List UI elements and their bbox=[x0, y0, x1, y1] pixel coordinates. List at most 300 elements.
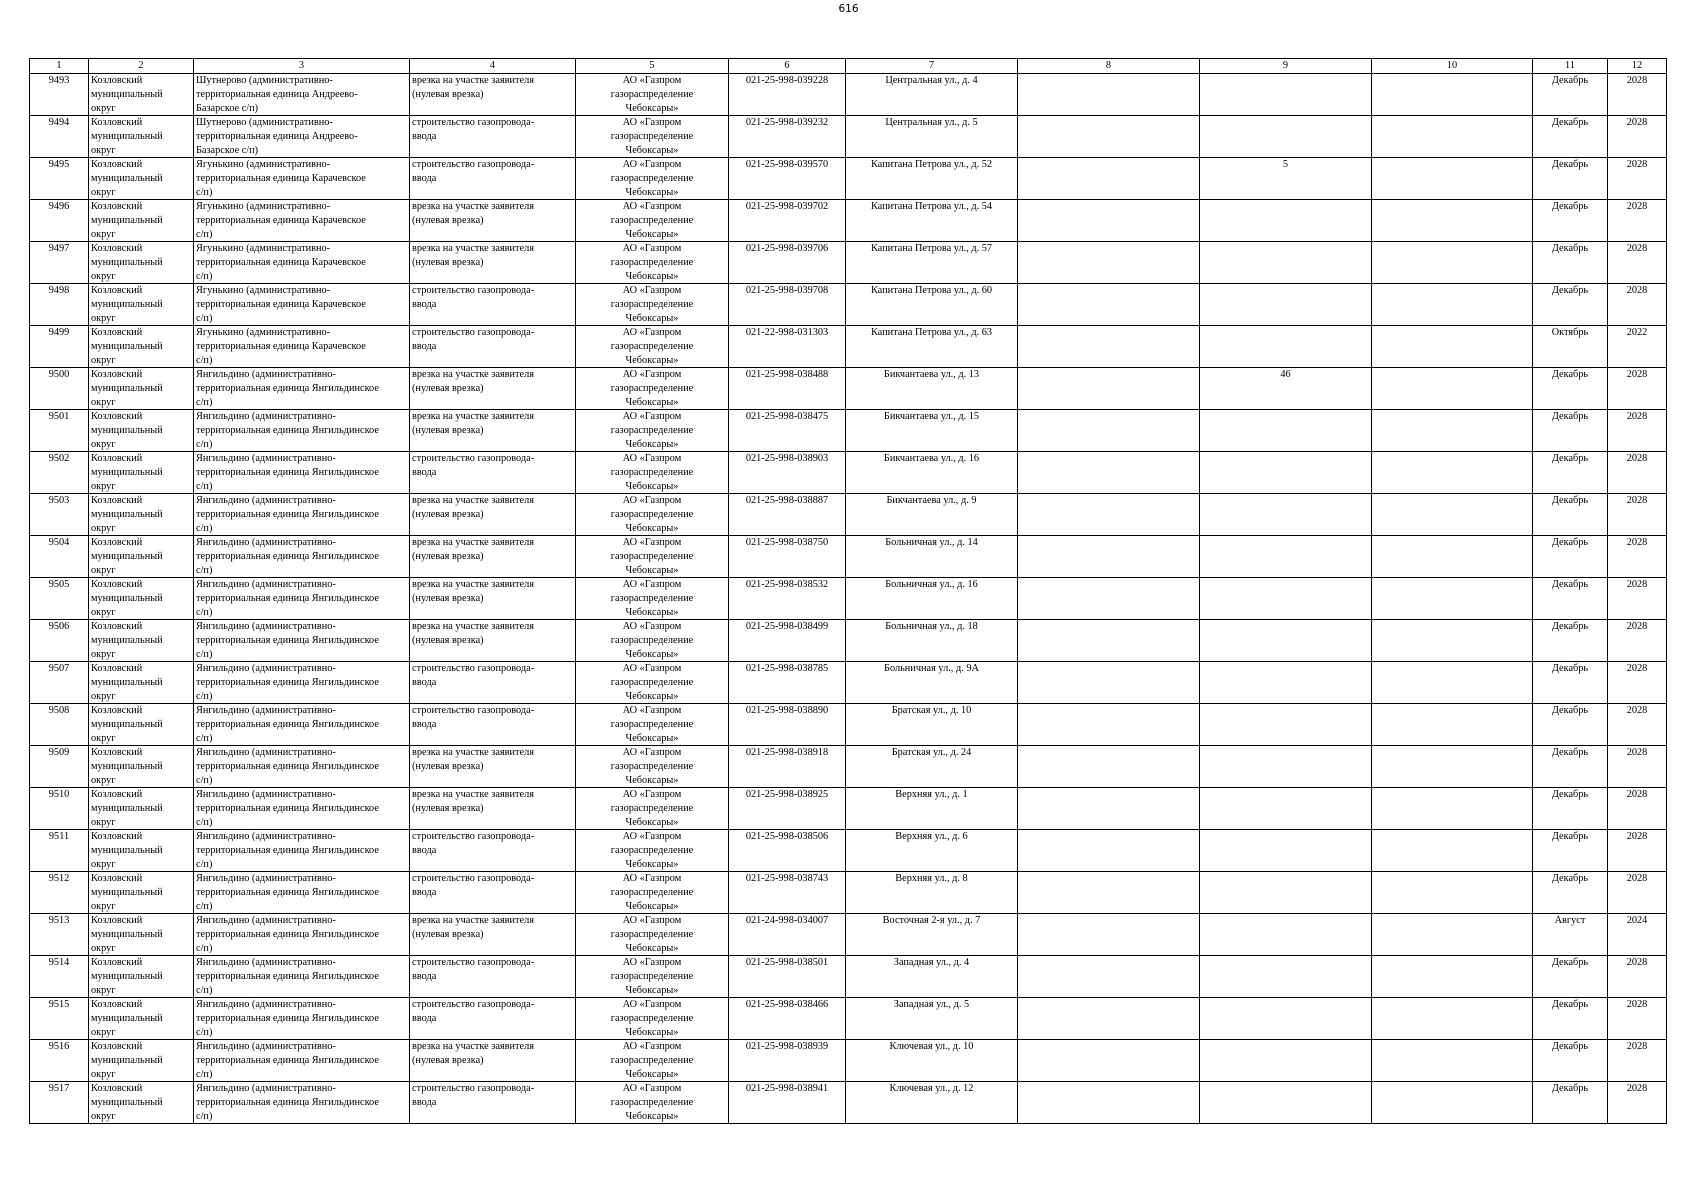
cell-text: строительство газопровода- ввода bbox=[412, 831, 535, 856]
cell-text: 9515 bbox=[48, 999, 70, 1010]
cell-text: 2028 bbox=[1626, 453, 1648, 464]
cell-text bbox=[1202, 410, 1369, 451]
cell-text: Янгильдино (административно- территориальная единица Янгильдинское с/п) bbox=[196, 411, 379, 450]
cell-text bbox=[1374, 158, 1530, 199]
cell-text bbox=[1202, 452, 1369, 493]
cell-col-address bbox=[846, 704, 1018, 746]
cell-col-settlement bbox=[194, 74, 410, 116]
page-number: 616 bbox=[838, 3, 859, 15]
cell-col-8 bbox=[1018, 242, 1200, 284]
cell-text: Козловский муниципальный округ bbox=[91, 579, 163, 618]
cell-col-8 bbox=[1018, 704, 1200, 746]
cell-text bbox=[1020, 242, 1197, 283]
cell-col-8 bbox=[1018, 998, 1200, 1040]
cell-text: Декабрь bbox=[1551, 1083, 1589, 1094]
cell-text bbox=[1202, 662, 1369, 703]
cell-text: врезка на участке заявителя (нулевая врезка) bbox=[412, 243, 534, 268]
cell-col-8 bbox=[1018, 200, 1200, 242]
cell-col-work-type bbox=[410, 326, 576, 368]
cell-text: врезка на участке заявителя (нулевая врезка) bbox=[412, 201, 534, 226]
cell-text: Козловский муниципальный округ bbox=[91, 411, 163, 450]
cell-col-work-type bbox=[410, 284, 576, 326]
cell-text: Козловский муниципальный округ bbox=[91, 159, 163, 198]
cell-text: 021-25-998-038925 bbox=[745, 789, 829, 800]
cell-text: 9502 bbox=[48, 453, 70, 464]
cell-text: строительство газопровода- ввода bbox=[412, 873, 535, 898]
cell-text: Бикчантаева ул., д. 16 bbox=[883, 453, 980, 464]
cell-col-9 bbox=[1200, 662, 1372, 704]
cell-col-settlement bbox=[194, 1040, 410, 1082]
cell-col-8 bbox=[1018, 494, 1200, 536]
cell-text: 9517 bbox=[48, 1083, 70, 1094]
cell-text bbox=[1202, 494, 1369, 535]
cell-col-work-type bbox=[410, 1040, 576, 1082]
cell-col-row-number bbox=[30, 452, 89, 494]
cell-col-settlement bbox=[194, 494, 410, 536]
cell-col-settlement bbox=[194, 1082, 410, 1124]
cell-text: 2028 bbox=[1626, 537, 1648, 548]
header-col-8: 8 bbox=[1018, 59, 1200, 74]
cell-text: АО «Газпром газораспределение Чебоксары» bbox=[610, 873, 694, 912]
cell-text bbox=[1202, 956, 1369, 997]
cell-text: врезка на участке заявителя (нулевая врезка) bbox=[412, 537, 534, 562]
cell-col-address bbox=[846, 158, 1018, 200]
cell-col-work-type bbox=[410, 158, 576, 200]
cell-text: АО «Газпром газораспределение Чебоксары» bbox=[610, 789, 694, 828]
cell-text bbox=[1020, 74, 1197, 115]
cell-text: врезка на участке заявителя (нулевая врезка) bbox=[412, 1041, 534, 1066]
cell-col-month bbox=[1533, 788, 1608, 830]
cell-col-municipality bbox=[89, 578, 194, 620]
cell-text: Декабрь bbox=[1551, 117, 1589, 128]
cell-text: Центральная ул., д. 4 bbox=[885, 75, 978, 86]
cell-col-year bbox=[1608, 284, 1667, 326]
cell-text: Восточная 2-я ул., д. 7 bbox=[882, 915, 981, 926]
cell-text: АО «Газпром газораспределение Чебоксары» bbox=[610, 75, 694, 114]
cell-text bbox=[1020, 956, 1197, 997]
cell-text: 9500 bbox=[48, 369, 70, 380]
cell-col-address bbox=[846, 788, 1018, 830]
cell-text: Декабрь bbox=[1551, 243, 1589, 254]
cell-text: Янгильдино (административно- территориальная единица Янгильдинское с/п) bbox=[196, 957, 379, 996]
cell-text: Декабрь bbox=[1551, 705, 1589, 716]
cell-col-application-number bbox=[729, 578, 846, 620]
cell-text: Янгильдино (административно- территориальная единица Янгильдинское с/п) bbox=[196, 1041, 379, 1080]
cell-col-row-number bbox=[30, 242, 89, 284]
table-row bbox=[30, 284, 1667, 326]
cell-col-9 bbox=[1200, 788, 1372, 830]
cell-col-application-number bbox=[729, 746, 846, 788]
cell-text: Козловский муниципальный округ bbox=[91, 537, 163, 576]
cell-text: 021-25-998-038750 bbox=[745, 537, 829, 548]
cell-text: АО «Газпром газораспределение Чебоксары» bbox=[610, 369, 694, 408]
cell-col-year bbox=[1608, 704, 1667, 746]
cell-text: 9504 bbox=[48, 537, 70, 548]
cell-col-work-type bbox=[410, 788, 576, 830]
cell-col-9 bbox=[1200, 830, 1372, 872]
cell-col-row-number bbox=[30, 578, 89, 620]
cell-text: АО «Газпром газораспределение Чебоксары» bbox=[610, 327, 694, 366]
table-row bbox=[30, 116, 1667, 158]
table-row bbox=[30, 410, 1667, 452]
cell-col-settlement bbox=[194, 158, 410, 200]
table-row bbox=[30, 704, 1667, 746]
cell-text: строительство газопровода- ввода bbox=[412, 117, 535, 142]
cell-col-row-number bbox=[30, 872, 89, 914]
cell-col-application-number bbox=[729, 368, 846, 410]
cell-text bbox=[1374, 494, 1530, 535]
cell-text: Козловский муниципальный округ bbox=[91, 873, 163, 912]
cell-col-settlement bbox=[194, 200, 410, 242]
cell-col-municipality bbox=[89, 704, 194, 746]
cell-text: Западная ул., д. 5 bbox=[893, 999, 970, 1010]
cell-text: Декабрь bbox=[1551, 75, 1589, 86]
cell-col-year bbox=[1608, 998, 1667, 1040]
cell-col-month bbox=[1533, 704, 1608, 746]
cell-text bbox=[1020, 620, 1197, 661]
cell-col-month bbox=[1533, 746, 1608, 788]
cell-text bbox=[1374, 914, 1530, 955]
cell-text: 2028 bbox=[1626, 411, 1648, 422]
cell-text: врезка на участке заявителя (нулевая врезка) bbox=[412, 369, 534, 394]
cell-text: 2028 bbox=[1626, 1041, 1648, 1052]
cell-text: Капитана Петрова ул., д. 60 bbox=[870, 285, 993, 296]
cell-text: Янгильдино (административно- территориальная единица Янгильдинское с/п) bbox=[196, 537, 379, 576]
cell-text: Козловский муниципальный округ bbox=[91, 789, 163, 828]
cell-col-application-number bbox=[729, 116, 846, 158]
cell-text: Декабрь bbox=[1551, 453, 1589, 464]
cell-text: АО «Газпром газораспределение Чебоксары» bbox=[610, 243, 694, 282]
cell-text: Верхняя ул., д. 6 bbox=[895, 831, 968, 842]
cell-col-application-number bbox=[729, 830, 846, 872]
header-col-year: 12 bbox=[1608, 59, 1667, 74]
cell-text: Декабрь bbox=[1551, 579, 1589, 590]
cell-text: АО «Газпром газораспределение Чебоксары» bbox=[610, 159, 694, 198]
cell-col-row-number bbox=[30, 830, 89, 872]
cell-col-8 bbox=[1018, 830, 1200, 872]
cell-col-8 bbox=[1018, 1082, 1200, 1124]
cell-col-work-type bbox=[410, 704, 576, 746]
cell-col-municipality bbox=[89, 998, 194, 1040]
cell-text: Декабрь bbox=[1551, 411, 1589, 422]
header-col-month: 11 bbox=[1533, 59, 1608, 74]
cell-text: строительство газопровода- ввода bbox=[412, 663, 535, 688]
cell-col-application-number bbox=[729, 662, 846, 704]
cell-text: Янгильдино (административно- территориальная единица Янгильдинское с/п) bbox=[196, 747, 379, 786]
cell-col-work-type bbox=[410, 452, 576, 494]
cell-text bbox=[1374, 872, 1530, 913]
cell-col-organization bbox=[576, 200, 729, 242]
cell-col-year bbox=[1608, 536, 1667, 578]
cell-col-municipality bbox=[89, 284, 194, 326]
cell-col-9 bbox=[1200, 956, 1372, 998]
table-row bbox=[30, 494, 1667, 536]
cell-col-organization bbox=[576, 1082, 729, 1124]
cell-col-address bbox=[846, 662, 1018, 704]
cell-text: Козловский муниципальный округ bbox=[91, 957, 163, 996]
cell-col-row-number bbox=[30, 158, 89, 200]
cell-text: Козловский муниципальный округ bbox=[91, 663, 163, 702]
cell-col-settlement bbox=[194, 452, 410, 494]
cell-text bbox=[1202, 578, 1369, 619]
cell-text: Ягунькино (административно- территориальная единица Карачевское с/п) bbox=[196, 285, 366, 324]
cell-col-organization bbox=[576, 410, 729, 452]
cell-text bbox=[1020, 1082, 1197, 1123]
cell-col-application-number bbox=[729, 242, 846, 284]
cell-text: 2028 bbox=[1626, 579, 1648, 590]
cell-col-application-number bbox=[729, 872, 846, 914]
table-row bbox=[30, 956, 1667, 998]
cell-text: 9497 bbox=[48, 243, 70, 254]
table-row bbox=[30, 662, 1667, 704]
cell-col-10 bbox=[1372, 662, 1533, 704]
cell-col-10 bbox=[1372, 158, 1533, 200]
cell-text bbox=[1202, 872, 1369, 913]
cell-col-year bbox=[1608, 914, 1667, 956]
table-row bbox=[30, 1082, 1667, 1124]
cell-col-month bbox=[1533, 956, 1608, 998]
cell-text: Козловский муниципальный округ bbox=[91, 75, 163, 114]
cell-text: 2028 bbox=[1626, 1083, 1648, 1094]
cell-text: Козловский муниципальный округ bbox=[91, 369, 163, 408]
cell-text: 2028 bbox=[1626, 957, 1648, 968]
cell-text: АО «Газпром газораспределение Чебоксары» bbox=[610, 747, 694, 786]
cell-col-year bbox=[1608, 410, 1667, 452]
cell-text: 021-25-998-039570 bbox=[745, 159, 829, 170]
cell-col-work-type bbox=[410, 494, 576, 536]
cell-col-year bbox=[1608, 578, 1667, 620]
cell-text: Капитана Петрова ул., д. 63 bbox=[870, 327, 993, 338]
cell-text bbox=[1374, 242, 1530, 283]
cell-text: Ягунькино (административно- территориальная единица Карачевское с/п) bbox=[196, 243, 366, 282]
cell-col-year bbox=[1608, 746, 1667, 788]
cell-col-10 bbox=[1372, 1040, 1533, 1082]
cell-text: Больничная ул., д. 14 bbox=[885, 537, 978, 548]
cell-col-work-type bbox=[410, 536, 576, 578]
cell-col-10 bbox=[1372, 284, 1533, 326]
cell-col-settlement bbox=[194, 998, 410, 1040]
cell-col-year bbox=[1608, 788, 1667, 830]
cell-col-8 bbox=[1018, 452, 1200, 494]
cell-text: 2028 bbox=[1626, 495, 1648, 506]
header-col-work-type: 4 bbox=[410, 59, 576, 74]
cell-text: АО «Газпром газораспределение Чебоксары» bbox=[610, 285, 694, 324]
header-col-organization: 5 bbox=[576, 59, 729, 74]
cell-text bbox=[1374, 536, 1530, 577]
cell-text: 9495 bbox=[48, 159, 70, 170]
cell-col-month bbox=[1533, 998, 1608, 1040]
cell-text bbox=[1202, 200, 1369, 241]
cell-col-row-number bbox=[30, 998, 89, 1040]
cell-text: Козловский муниципальный округ bbox=[91, 453, 163, 492]
cell-col-address bbox=[846, 200, 1018, 242]
cell-text bbox=[1020, 662, 1197, 703]
cell-col-8 bbox=[1018, 410, 1200, 452]
cell-col-organization bbox=[576, 704, 729, 746]
table-row bbox=[30, 578, 1667, 620]
cell-text: 021-25-998-038939 bbox=[745, 1041, 829, 1052]
cell-col-row-number bbox=[30, 74, 89, 116]
cell-col-year bbox=[1608, 1040, 1667, 1082]
registry-table-container bbox=[29, 58, 1667, 1124]
cell-col-9 bbox=[1200, 116, 1372, 158]
cell-col-month bbox=[1533, 1040, 1608, 1082]
cell-text: врезка на участке заявителя (нулевая врезка) bbox=[412, 495, 534, 520]
cell-text: АО «Газпром газораспределение Чебоксары» bbox=[610, 1041, 694, 1080]
cell-col-application-number bbox=[729, 284, 846, 326]
header-col-row-number: 1 bbox=[30, 59, 89, 74]
cell-col-row-number bbox=[30, 410, 89, 452]
cell-text: врезка на участке заявителя (нулевая врезка) bbox=[412, 621, 534, 646]
cell-text bbox=[1202, 284, 1369, 325]
table-body bbox=[30, 74, 1667, 1124]
cell-col-row-number bbox=[30, 956, 89, 998]
cell-col-application-number bbox=[729, 326, 846, 368]
cell-col-work-type bbox=[410, 410, 576, 452]
cell-col-year bbox=[1608, 830, 1667, 872]
cell-col-settlement bbox=[194, 368, 410, 410]
cell-col-work-type bbox=[410, 956, 576, 998]
cell-text: 5 bbox=[1282, 159, 1289, 170]
cell-col-row-number bbox=[30, 494, 89, 536]
cell-col-municipality bbox=[89, 116, 194, 158]
table-row bbox=[30, 872, 1667, 914]
cell-col-month bbox=[1533, 830, 1608, 872]
cell-text: 2028 bbox=[1626, 159, 1648, 170]
cell-text: 021-25-998-038466 bbox=[745, 999, 829, 1010]
cell-col-organization bbox=[576, 74, 729, 116]
cell-col-9 bbox=[1200, 326, 1372, 368]
cell-col-work-type bbox=[410, 242, 576, 284]
cell-text: 9511 bbox=[48, 831, 70, 842]
cell-col-municipality bbox=[89, 326, 194, 368]
cell-text bbox=[1202, 704, 1369, 745]
cell-text bbox=[1374, 284, 1530, 325]
cell-col-settlement bbox=[194, 326, 410, 368]
cell-col-row-number bbox=[30, 536, 89, 578]
table-row bbox=[30, 536, 1667, 578]
cell-text: Козловский муниципальный округ bbox=[91, 1041, 163, 1080]
cell-col-row-number bbox=[30, 788, 89, 830]
cell-col-address bbox=[846, 620, 1018, 662]
cell-col-9 bbox=[1200, 200, 1372, 242]
cell-col-10 bbox=[1372, 746, 1533, 788]
cell-col-8 bbox=[1018, 368, 1200, 410]
cell-text bbox=[1020, 746, 1197, 787]
cell-col-10 bbox=[1372, 1082, 1533, 1124]
cell-col-organization bbox=[576, 662, 729, 704]
cell-text: Ягунькино (административно- территориальная единица Карачевское с/п) bbox=[196, 201, 366, 240]
cell-col-row-number bbox=[30, 1082, 89, 1124]
cell-text bbox=[1374, 410, 1530, 451]
cell-col-work-type bbox=[410, 200, 576, 242]
cell-text: Декабрь bbox=[1551, 873, 1589, 884]
header-col-address: 7 bbox=[846, 59, 1018, 74]
cell-text: Козловский муниципальный округ bbox=[91, 915, 163, 954]
cell-text: АО «Газпром газораспределение Чебоксары» bbox=[610, 705, 694, 744]
cell-col-organization bbox=[576, 368, 729, 410]
cell-col-application-number bbox=[729, 704, 846, 746]
cell-text bbox=[1374, 368, 1530, 409]
cell-col-year bbox=[1608, 620, 1667, 662]
cell-col-month bbox=[1533, 578, 1608, 620]
cell-col-8 bbox=[1018, 1040, 1200, 1082]
cell-col-work-type bbox=[410, 578, 576, 620]
cell-text: Капитана Петрова ул., д. 57 bbox=[870, 243, 993, 254]
cell-text bbox=[1374, 746, 1530, 787]
cell-col-organization bbox=[576, 998, 729, 1040]
cell-col-8 bbox=[1018, 74, 1200, 116]
cell-text: Янгильдино (административно- территориальная единица Янгильдинское с/п) bbox=[196, 1083, 379, 1122]
cell-col-address bbox=[846, 74, 1018, 116]
cell-text: врезка на участке заявителя (нулевая врезка) bbox=[412, 747, 534, 772]
cell-text: Янгильдино (административно- территориальная единица Янгильдинское с/п) bbox=[196, 999, 379, 1038]
cell-col-address bbox=[846, 914, 1018, 956]
cell-col-organization bbox=[576, 914, 729, 956]
cell-text bbox=[1202, 536, 1369, 577]
cell-text: Декабрь bbox=[1551, 201, 1589, 212]
table-row bbox=[30, 200, 1667, 242]
cell-col-work-type bbox=[410, 620, 576, 662]
cell-text: 021-25-998-038903 bbox=[745, 453, 829, 464]
cell-text: 2028 bbox=[1626, 285, 1648, 296]
cell-col-municipality bbox=[89, 74, 194, 116]
cell-text: Август bbox=[1554, 915, 1586, 926]
header-col-municipality: 2 bbox=[89, 59, 194, 74]
cell-col-month bbox=[1533, 872, 1608, 914]
cell-col-year bbox=[1608, 1082, 1667, 1124]
cell-col-row-number bbox=[30, 116, 89, 158]
cell-col-8 bbox=[1018, 116, 1200, 158]
cell-col-application-number bbox=[729, 536, 846, 578]
cell-col-8 bbox=[1018, 914, 1200, 956]
cell-col-month bbox=[1533, 662, 1608, 704]
cell-col-year bbox=[1608, 662, 1667, 704]
cell-text: Бикчантаева ул., д. 9 bbox=[886, 495, 977, 506]
cell-text: Янгильдино (административно- территориальная единица Янгильдинское с/п) bbox=[196, 663, 379, 702]
cell-col-10 bbox=[1372, 116, 1533, 158]
cell-col-month bbox=[1533, 284, 1608, 326]
cell-text: 021-24-998-034007 bbox=[745, 915, 829, 926]
cell-text: врезка на участке заявителя (нулевая врезка) bbox=[412, 75, 534, 100]
cell-text: строительство газопровода- ввода bbox=[412, 159, 535, 184]
cell-col-year bbox=[1608, 242, 1667, 284]
cell-text: Западная ул., д. 4 bbox=[893, 957, 970, 968]
cell-col-address bbox=[846, 830, 1018, 872]
cell-text: АО «Газпром газораспределение Чебоксары» bbox=[610, 495, 694, 534]
cell-text bbox=[1374, 830, 1530, 871]
cell-col-application-number bbox=[729, 452, 846, 494]
cell-col-address bbox=[846, 578, 1018, 620]
cell-col-8 bbox=[1018, 326, 1200, 368]
cell-col-application-number bbox=[729, 74, 846, 116]
cell-col-9 bbox=[1200, 158, 1372, 200]
cell-col-8 bbox=[1018, 620, 1200, 662]
cell-text bbox=[1020, 578, 1197, 619]
cell-text: 021-25-998-039228 bbox=[745, 75, 829, 86]
cell-text: АО «Газпром газораспределение Чебоксары» bbox=[610, 201, 694, 240]
cell-col-organization bbox=[576, 494, 729, 536]
table-row bbox=[30, 158, 1667, 200]
cell-text bbox=[1020, 158, 1197, 199]
cell-text: 021-25-998-038785 bbox=[745, 663, 829, 674]
table-row bbox=[30, 746, 1667, 788]
cell-text: 021-25-998-038532 bbox=[745, 579, 829, 590]
cell-col-settlement bbox=[194, 578, 410, 620]
cell-col-settlement bbox=[194, 788, 410, 830]
cell-col-municipality bbox=[89, 410, 194, 452]
cell-col-year bbox=[1608, 872, 1667, 914]
